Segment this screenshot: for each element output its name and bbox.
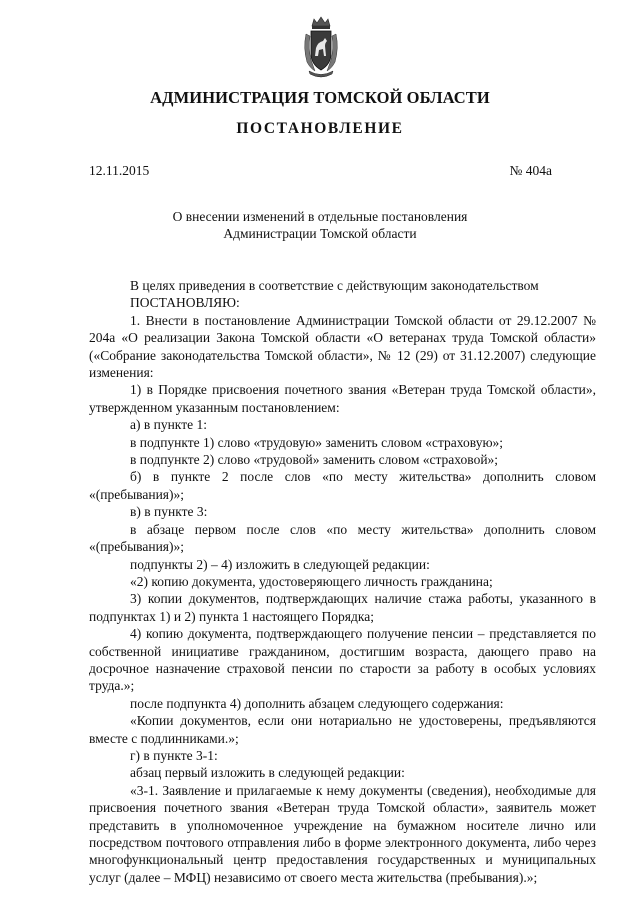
document-date: 12.11.2015 <box>89 163 150 178</box>
document-number: № 404а <box>509 163 552 178</box>
body-paragraph: в подпункте 2) слово «трудовой» заменить словом «страховой»; <box>130 452 499 468</box>
body-paragraph: «3-1. Заявление и прилагаемые к нему документы (сведения), необходимые для присвоения почетного звания «Ветеран труда Томской области», заявитель может представить в уполномоченное учреждение на бумажном носителе лично или посредством почтового отправления либо в форме электронного документа, либо через многофункциональный центр предоставления государственных и муниципальных услуг (далее – МФЦ) независимо от своего места жительства (пребывания).»; <box>89 782 596 885</box>
body-paragraph: «2) копию документа, удостоверяющего личность гражданина; <box>130 573 493 589</box>
body-paragraph: подпункты 2) – 4) изложить в следующей редакции: <box>130 556 430 572</box>
document-type: ПОСТАНОВЛЕНИЕ <box>236 120 404 137</box>
body-paragraph: после подпункта 4) дополнить абзацем следующего содержания: <box>130 695 504 711</box>
body-paragraph: в подпункте 1) слово «трудовую» заменить словом «страховую»; <box>130 434 504 450</box>
body-paragraph: в абзаце первом после слов «по месту жительства» дополнить словом «(пребывания)»; <box>89 521 596 555</box>
body-paragraph: 1) в Порядке присвоения почетного звания «Ветеран труда Томской области», утвержденном указанным постановлением: <box>89 382 596 415</box>
document-body <box>89 277 596 886</box>
body-paragraph: а) в пункте 1: <box>130 417 207 433</box>
subject-line: О внесении изменений в отдельные постановления <box>172 209 468 224</box>
coat-of-arms-icon <box>303 16 339 78</box>
body-paragraph: В целях приведения в соответствие с действующим законодательством <box>130 278 539 293</box>
body-paragraph: абзац первый изложить в следующей редакции: <box>130 765 405 781</box>
document-subject <box>0 208 640 242</box>
subject-line: Администрации Томской области <box>223 226 417 241</box>
body-paragraph: ПОСТАНОВЛЯЮ: <box>130 295 240 311</box>
organization-title: АДМИНИСТРАЦИЯ ТОМСКОЙ ОБЛАСТИ <box>150 88 490 107</box>
body-paragraph: 4) копию документа, подтверждающего получение пенсии – представляется по собственной инициативе гражданином, достигшим возраста, дающего право на досрочное назначение страховой пенсии по старости за работу в особых условиях труда.»; <box>89 626 596 694</box>
body-paragraph: 1. Внести в постановление Администрации Томской области от 29.12.2007 № 204а «О реализации Закона Томской области «О ветеранах труда Томской области» («Собрание законодательства Томской области», № 12 (29) от 31.12.2007) следующие изменения: <box>89 312 596 381</box>
body-paragraph: 3) копии документов, подтверждающих наличие стажа работы, указанного в подпунктах 1) и 2) пункта 1 настоящего Порядка; <box>89 591 596 624</box>
body-paragraph: г) в пункте 3-1: <box>130 747 218 763</box>
body-paragraph: «Копии документов, если они нотариально не удостоверены, предъявляются вместе с подлинниками.»; <box>89 713 596 746</box>
body-paragraph: в) в пункте 3: <box>130 504 208 520</box>
body-paragraph: б) в пункте 2 после слов «по месту жительства» дополнить словом «(пребывания)»; <box>89 469 596 502</box>
